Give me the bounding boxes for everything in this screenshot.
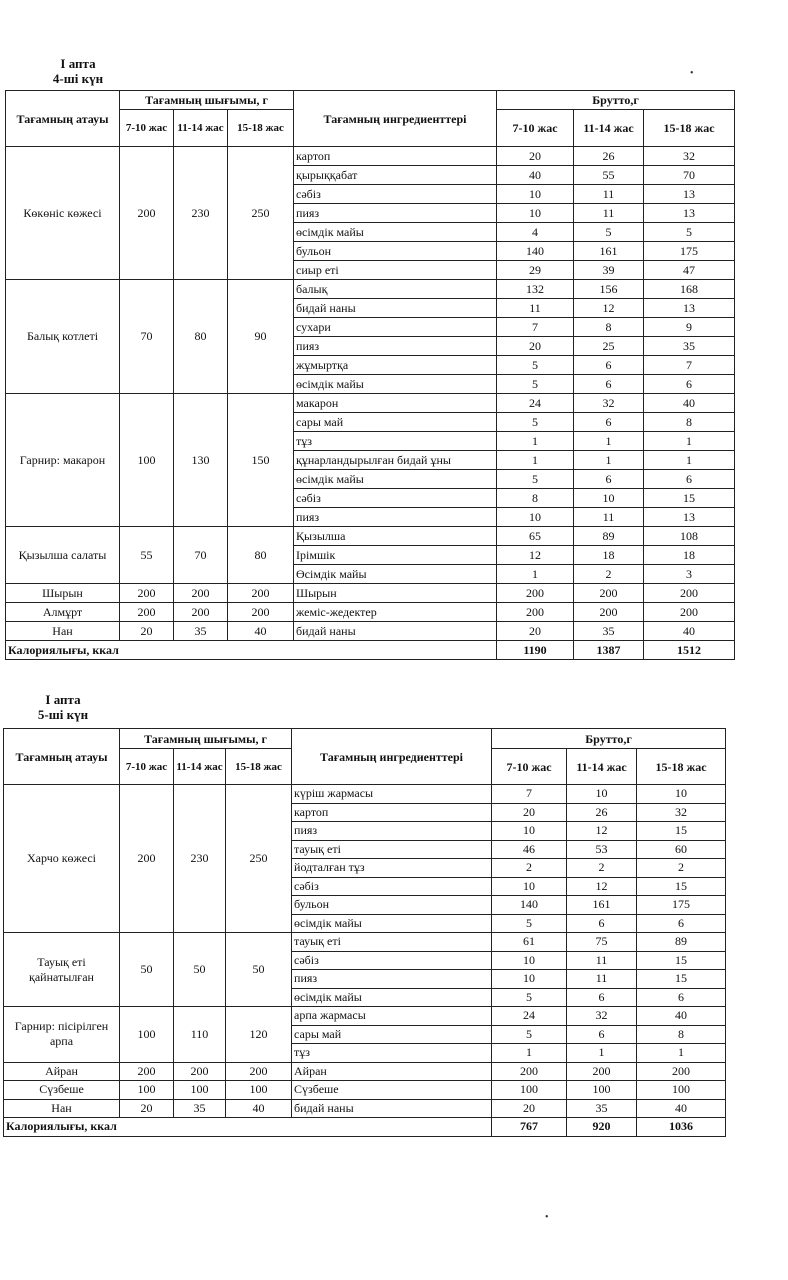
ingredient-name: күріш жармасы (292, 785, 492, 804)
brutto-value: 29 (497, 261, 574, 280)
brutto-value: 61 (492, 933, 567, 952)
brutto-value: 200 (637, 1062, 726, 1081)
brutto-value: 6 (637, 988, 726, 1007)
brutto-value: 6 (637, 914, 726, 933)
brutto-age-header: 11-14 жас (567, 749, 637, 785)
brutto-value: 1 (574, 432, 644, 451)
dish-yield: 250 (228, 147, 294, 280)
dish-yield: 200 (120, 584, 174, 603)
brutto-value: 5 (644, 223, 735, 242)
ingredient-name: сары май (292, 1025, 492, 1044)
brutto-value: 24 (492, 1007, 567, 1026)
brutto-value: 5 (492, 988, 567, 1007)
brutto-value: 32 (644, 147, 735, 166)
brutto-value: 15 (637, 877, 726, 896)
brutto-value: 20 (497, 337, 574, 356)
dish-name: Гарнир: макарон (6, 394, 120, 527)
brutto-value: 20 (492, 803, 567, 822)
dish-yield: 200 (174, 584, 228, 603)
ingredient-name: пияз (294, 337, 497, 356)
ingredient-name: бидай наны (294, 622, 497, 641)
brutto-value: 13 (644, 508, 735, 527)
ingredient-row (4, 1099, 726, 1118)
brutto-value: 5 (497, 413, 574, 432)
brutto-value: 10 (492, 970, 567, 989)
brutto-value: 5 (574, 223, 644, 242)
brutto-value: 10 (567, 785, 637, 804)
brutto-value: 10 (492, 951, 567, 970)
calories-value: 767 (492, 1118, 567, 1137)
brutto-value: 10 (574, 489, 644, 508)
ingredient-row (6, 603, 735, 622)
brutto-value: 20 (497, 147, 574, 166)
brutto-value: 1 (644, 451, 735, 470)
brutto-value: 18 (644, 546, 735, 565)
dish-yield: 50 (120, 933, 174, 1007)
brutto-value: 15 (644, 489, 735, 508)
brutto-value: 10 (497, 508, 574, 527)
brutto-value: 89 (574, 527, 644, 546)
brutto-value: 1 (574, 451, 644, 470)
ingredients-header: Тағамның ингредиенттері (294, 91, 497, 147)
brutto-value: 8 (497, 489, 574, 508)
brutto-value: 1 (492, 1044, 567, 1063)
brutto-value: 32 (637, 803, 726, 822)
brutto-value: 6 (574, 375, 644, 394)
brutto-value: 132 (497, 280, 574, 299)
ingredient-name: балық (294, 280, 497, 299)
dish-yield: 120 (226, 1007, 292, 1063)
day4-menu-table (5, 90, 735, 660)
brutto-value: 35 (644, 337, 735, 356)
brutto-value: 6 (574, 470, 644, 489)
dish-yield: 200 (174, 1062, 226, 1081)
brutto-value: 161 (567, 896, 637, 915)
ingredient-name: өсімдік майы (294, 223, 497, 242)
dish-yield: 150 (228, 394, 294, 527)
brutto-value: 11 (497, 299, 574, 318)
brutto-value: 11 (574, 508, 644, 527)
brutto-value: 200 (497, 603, 574, 622)
dish-yield: 40 (226, 1099, 292, 1118)
calories-value: 1190 (497, 641, 574, 660)
ingredient-name: бидай наны (292, 1099, 492, 1118)
dish-name: Нан (6, 622, 120, 641)
ingredient-name: өсімдік майы (292, 988, 492, 1007)
brutto-value: 1 (644, 432, 735, 451)
brutto-value: 32 (567, 1007, 637, 1026)
dish-yield: 50 (174, 933, 226, 1007)
brutto-value: 35 (567, 1099, 637, 1118)
brutto-value: 40 (644, 622, 735, 641)
dish-name-header: Тағамның атауы (6, 91, 120, 147)
brutto-value: 12 (497, 546, 574, 565)
brutto-value: 6 (574, 356, 644, 375)
dish-yield: 100 (120, 1081, 174, 1100)
brutto-value: 6 (567, 914, 637, 933)
brutto-value: 15 (637, 970, 726, 989)
brutto-value: 7 (497, 318, 574, 337)
calories-label: Калориялығы, ккал (6, 641, 497, 660)
ingredient-name: Шырын (294, 584, 497, 603)
calories-value: 920 (567, 1118, 637, 1137)
ingredient-name: өсімдік майы (292, 914, 492, 933)
brutto-value: 10 (497, 204, 574, 223)
brutto-value: 11 (574, 204, 644, 223)
day4-week: I апта (60, 56, 96, 71)
brutto-value: 20 (492, 1099, 567, 1118)
brutto-value: 2 (637, 859, 726, 878)
ingredient-name: бидай наны (294, 299, 497, 318)
ingredient-row (6, 584, 735, 603)
brutto-value: 1 (497, 565, 574, 584)
dish-name: Сүзбеше (4, 1081, 120, 1100)
yield-age-header: 11-14 жас (174, 110, 228, 147)
brutto-value: 9 (644, 318, 735, 337)
brutto-value: 15 (637, 822, 726, 841)
brutto-value: 200 (492, 1062, 567, 1081)
brutto-value: 200 (497, 584, 574, 603)
yield-age-header: 7-10 жас (120, 749, 174, 785)
brutto-value: 200 (574, 584, 644, 603)
yield-header: Тағамның шығымы, г (120, 729, 292, 749)
brutto-value: 35 (574, 622, 644, 641)
dish-name-header: Тағамның атауы (4, 729, 120, 785)
brutto-value: 100 (637, 1081, 726, 1100)
brutto-value: 75 (567, 933, 637, 952)
dish-yield: 70 (174, 527, 228, 584)
brutto-value: 168 (644, 280, 735, 299)
brutto-value: 7 (492, 785, 567, 804)
dish-yield: 35 (174, 1099, 226, 1118)
brutto-value: 5 (497, 470, 574, 489)
brutto-value: 1 (637, 1044, 726, 1063)
ingredient-row (4, 1081, 726, 1100)
brutto-value: 1 (497, 451, 574, 470)
brutto-value: 6 (644, 470, 735, 489)
brutto-value: 11 (567, 970, 637, 989)
brutto-value: 2 (567, 859, 637, 878)
ingredient-name: сиыр еті (294, 261, 497, 280)
brutto-value: 65 (497, 527, 574, 546)
brutto-value: 12 (567, 877, 637, 896)
brutto-value: 175 (637, 896, 726, 915)
brutto-value: 6 (567, 988, 637, 1007)
brutto-value: 5 (492, 914, 567, 933)
ingredient-name: тауық еті (292, 840, 492, 859)
ingredient-name: Сүзбеше (292, 1081, 492, 1100)
brutto-value: 3 (644, 565, 735, 584)
dish-yield: 80 (228, 527, 294, 584)
brutto-age-header: 15-18 жас (644, 110, 735, 147)
brutto-value: 6 (574, 413, 644, 432)
ingredient-row (6, 280, 735, 299)
ingredient-name: тұз (294, 432, 497, 451)
ingredient-row (4, 785, 726, 804)
brutto-value: 32 (574, 394, 644, 413)
brutto-value: 140 (497, 242, 574, 261)
day5-heading (18, 692, 108, 722)
brutto-value: 200 (644, 603, 735, 622)
brutto-value: 55 (574, 166, 644, 185)
ingredient-name: құнарландырылған бидай ұны (294, 451, 497, 470)
ingredient-name: қырыққабат (294, 166, 497, 185)
brutto-value: 200 (567, 1062, 637, 1081)
dish-yield: 100 (226, 1081, 292, 1100)
brutto-value: 10 (637, 785, 726, 804)
ingredient-name: өсімдік майы (294, 375, 497, 394)
dish-name: Шырын (6, 584, 120, 603)
brutto-age-header: 15-18 жас (637, 749, 726, 785)
ingredient-name: жұмыртқа (294, 356, 497, 375)
brutto-value: 46 (492, 840, 567, 859)
ingredient-row (6, 622, 735, 641)
brutto-header: Брутто,г (492, 729, 726, 749)
brutto-value: 161 (574, 242, 644, 261)
dish-yield: 40 (228, 622, 294, 641)
brutto-value: 11 (567, 951, 637, 970)
calories-value: 1512 (644, 641, 735, 660)
dish-name: Нан (4, 1099, 120, 1118)
brutto-value: 11 (574, 185, 644, 204)
dish-name: Алмұрт (6, 603, 120, 622)
dish-yield: 200 (120, 147, 174, 280)
brutto-value: 10 (497, 185, 574, 204)
brutto-header: Брутто,г (497, 91, 735, 110)
ingredients-header: Тағамның ингредиенттері (292, 729, 492, 785)
dish-yield: 20 (120, 622, 174, 641)
dish-yield: 70 (120, 280, 174, 394)
brutto-value: 2 (492, 859, 567, 878)
day4-heading (28, 56, 128, 86)
dish-yield: 100 (174, 1081, 226, 1100)
dish-yield: 80 (174, 280, 228, 394)
dish-name: Айран (4, 1062, 120, 1081)
ingredient-name: картоп (294, 147, 497, 166)
yield-age-header: 15-18 жас (226, 749, 292, 785)
dish-yield: 20 (120, 1099, 174, 1118)
dish-yield: 200 (228, 603, 294, 622)
brutto-value: 24 (497, 394, 574, 413)
brutto-value: 18 (574, 546, 644, 565)
brutto-value: 6 (644, 375, 735, 394)
brutto-value: 108 (644, 527, 735, 546)
brutto-value: 10 (492, 877, 567, 896)
brutto-value: 26 (574, 147, 644, 166)
calories-value: 1036 (637, 1118, 726, 1137)
dish-yield: 100 (120, 1007, 174, 1063)
dish-name: Харчо көжесі (4, 785, 120, 933)
dish-yield: 230 (174, 147, 228, 280)
ingredient-name: пияз (292, 822, 492, 841)
dish-yield: 100 (120, 394, 174, 527)
brutto-value: 12 (567, 822, 637, 841)
ingredient-name: бульон (292, 896, 492, 915)
dish-name: Тауық еті қайнатылған (4, 933, 120, 1007)
brutto-value: 8 (644, 413, 735, 432)
brutto-value: 7 (644, 356, 735, 375)
calories-row (6, 641, 735, 660)
ingredient-name: пияз (292, 970, 492, 989)
day5-week: I апта (45, 692, 81, 707)
brutto-value: 47 (644, 261, 735, 280)
brutto-value: 13 (644, 185, 735, 204)
ingredient-name: сәбіз (294, 489, 497, 508)
brutto-value: 10 (492, 822, 567, 841)
brutto-value: 13 (644, 204, 735, 223)
dish-yield: 200 (174, 603, 228, 622)
ingredient-row (4, 1062, 726, 1081)
dish-name: Қызылша салаты (6, 527, 120, 584)
brutto-value: 1 (497, 432, 574, 451)
brutto-value: 40 (637, 1099, 726, 1118)
brutto-value: 5 (497, 356, 574, 375)
brutto-value: 39 (574, 261, 644, 280)
brutto-value: 40 (644, 394, 735, 413)
yield-header: Тағамның шығымы, г (120, 91, 294, 110)
brutto-value: 5 (497, 375, 574, 394)
calories-value: 1387 (574, 641, 644, 660)
brutto-value: 40 (637, 1007, 726, 1026)
yield-age-header: 15-18 жас (228, 110, 294, 147)
day5-day: 5-ші күн (37, 707, 89, 722)
ingredient-name: пияз (294, 204, 497, 223)
ingredient-row (6, 394, 735, 413)
ingredient-name: арпа жармасы (292, 1007, 492, 1026)
brutto-value: 8 (637, 1025, 726, 1044)
ingredient-name: макарон (294, 394, 497, 413)
scan-speck: • (545, 1212, 549, 1223)
brutto-value: 2 (574, 565, 644, 584)
dish-yield: 110 (174, 1007, 226, 1063)
yield-age-header: 7-10 жас (120, 110, 174, 147)
brutto-value: 26 (567, 803, 637, 822)
dish-yield: 35 (174, 622, 228, 641)
ingredient-row (6, 147, 735, 166)
ingredient-name: сухари (294, 318, 497, 337)
dish-yield: 200 (120, 1062, 174, 1081)
dish-yield: 230 (174, 785, 226, 933)
yield-age-header: 11-14 жас (174, 749, 226, 785)
ingredient-name: Қызылша (294, 527, 497, 546)
ingredient-name: Ірімшік (294, 546, 497, 565)
brutto-value: 200 (574, 603, 644, 622)
brutto-value: 140 (492, 896, 567, 915)
brutto-value: 8 (574, 318, 644, 337)
day4-day: 4-ші күн (52, 71, 104, 86)
day5-menu-table (3, 728, 726, 1137)
brutto-value: 89 (637, 933, 726, 952)
brutto-age-header: 7-10 жас (492, 749, 567, 785)
ingredient-name: пияз (294, 508, 497, 527)
ingredient-name: сәбіз (292, 951, 492, 970)
ingredient-name: Айран (292, 1062, 492, 1081)
dish-name: Көкөніс көжесі (6, 147, 120, 280)
dish-yield: 90 (228, 280, 294, 394)
ingredient-name: сары май (294, 413, 497, 432)
brutto-value: 4 (497, 223, 574, 242)
ingredient-name: тауық еті (292, 933, 492, 952)
calories-row (4, 1118, 726, 1137)
dish-yield: 250 (226, 785, 292, 933)
brutto-value: 25 (574, 337, 644, 356)
ingredient-row (4, 933, 726, 952)
brutto-value: 5 (492, 1025, 567, 1044)
ingredient-name: картоп (292, 803, 492, 822)
brutto-value: 156 (574, 280, 644, 299)
ingredient-name: Өсімдік майы (294, 565, 497, 584)
dish-yield: 200 (226, 1062, 292, 1081)
dish-yield: 55 (120, 527, 174, 584)
dish-name: Гарнир: пісірілген арпа (4, 1007, 120, 1063)
brutto-age-header: 11-14 жас (574, 110, 644, 147)
dish-yield: 50 (226, 933, 292, 1007)
brutto-value: 100 (567, 1081, 637, 1100)
brutto-age-header: 7-10 жас (497, 110, 574, 147)
ingredient-row (6, 527, 735, 546)
ingredient-name: өсімдік майы (294, 470, 497, 489)
dish-name: Балық котлеті (6, 280, 120, 394)
ingredient-name: сәбіз (294, 185, 497, 204)
brutto-value: 70 (644, 166, 735, 185)
brutto-value: 100 (492, 1081, 567, 1100)
dish-yield: 200 (228, 584, 294, 603)
brutto-value: 60 (637, 840, 726, 859)
brutto-value: 175 (644, 242, 735, 261)
brutto-value: 6 (567, 1025, 637, 1044)
brutto-value: 20 (497, 622, 574, 641)
ingredient-name: сәбіз (292, 877, 492, 896)
dish-yield: 200 (120, 785, 174, 933)
dish-yield: 130 (174, 394, 228, 527)
brutto-value: 13 (644, 299, 735, 318)
brutto-value: 53 (567, 840, 637, 859)
ingredient-name: йодталған тұз (292, 859, 492, 878)
calories-label: Калориялығы, ккал (4, 1118, 492, 1137)
dish-yield: 200 (120, 603, 174, 622)
brutto-value: 12 (574, 299, 644, 318)
ingredient-name: тұз (292, 1044, 492, 1063)
scan-speck: • (690, 68, 694, 79)
ingredient-name: жеміс-жедектер (294, 603, 497, 622)
ingredient-name: бульон (294, 242, 497, 261)
brutto-value: 200 (644, 584, 735, 603)
brutto-value: 15 (637, 951, 726, 970)
brutto-value: 1 (567, 1044, 637, 1063)
ingredient-row (4, 1007, 726, 1026)
brutto-value: 40 (497, 166, 574, 185)
